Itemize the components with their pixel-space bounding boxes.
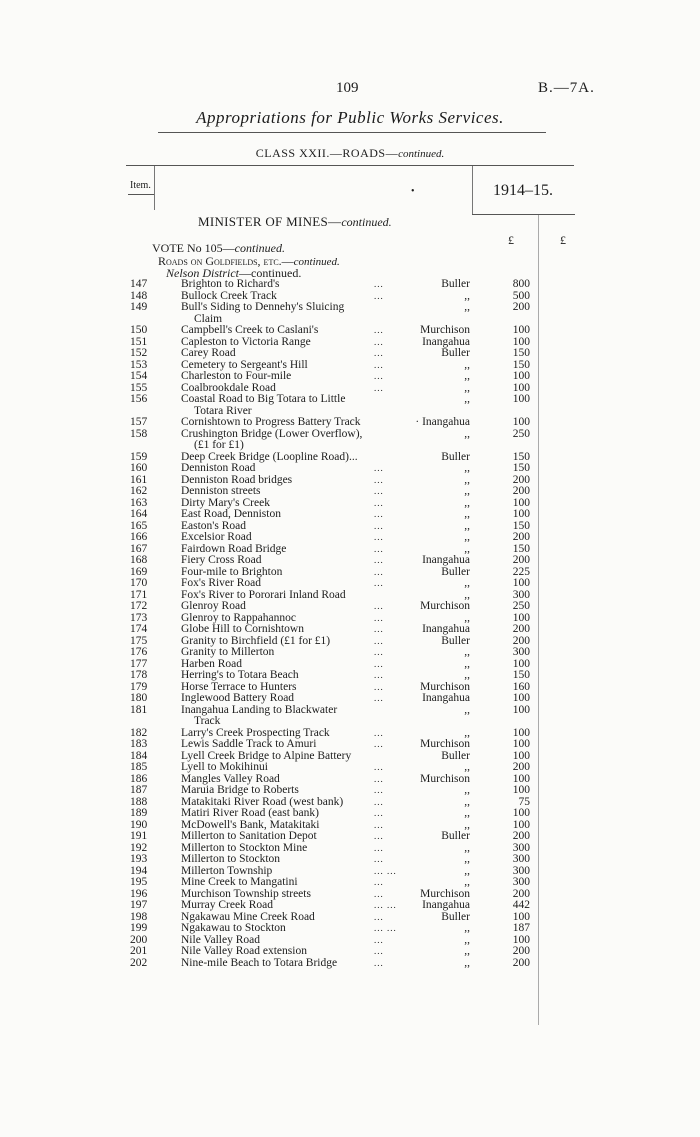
amount: 250	[512, 600, 530, 612]
road-name: Four-mile to Brighton	[181, 565, 283, 578]
road-name: Denniston Road bridges	[181, 473, 293, 486]
item-number: 194	[130, 864, 148, 877]
amount: 100	[512, 933, 530, 946]
amount: 200	[512, 887, 530, 900]
amount: 250	[512, 427, 530, 440]
amount: 200	[512, 634, 530, 647]
leader-dots: ...	[374, 382, 384, 393]
amount: 100	[512, 393, 530, 405]
district-name: ,,	[464, 784, 470, 796]
district-name: ,,	[464, 393, 470, 405]
item-number: 202	[130, 956, 148, 969]
amount: 442	[512, 899, 530, 911]
road-name: Horse Terrace to Hunters	[181, 680, 297, 693]
item-number: 172	[130, 600, 148, 612]
leader-dots: ...	[374, 693, 384, 703]
district-name: Inangahua	[422, 335, 470, 348]
amount: 100	[512, 577, 530, 589]
road-name: Dirty Mary's Creek	[181, 496, 270, 509]
item-number: 201	[130, 945, 148, 957]
district-name: ,,	[464, 761, 470, 773]
road-name-continuation: Claim	[194, 312, 223, 325]
road-name: Inglewood Battery Road	[181, 692, 295, 704]
road-name: Fairdown Road Bridge	[181, 542, 287, 555]
leader-dots: ...	[374, 566, 384, 577]
amount: 200	[512, 473, 530, 486]
road-name: Nine-mile Beach to Totara Bridge	[181, 956, 338, 969]
district-name: ,,	[464, 301, 470, 313]
item-number: 148	[130, 289, 148, 302]
leader-dots: ...	[374, 290, 384, 301]
amount: 75	[518, 795, 530, 808]
amount: 225	[512, 565, 530, 578]
district-name: ,,	[464, 542, 470, 555]
district-name: ,,	[464, 807, 470, 819]
road-name: Denniston Road	[181, 462, 256, 474]
road-name: McDowell's Bank, Matakitaki	[181, 818, 320, 831]
amount: 150	[512, 347, 530, 359]
district-name: ,,	[464, 508, 470, 520]
item-number: 178	[130, 669, 148, 681]
district-name: ,,	[464, 611, 470, 624]
district-name: ,,	[464, 945, 470, 957]
road-name: Granity to Millerton	[181, 646, 275, 658]
page-number: 109	[336, 80, 359, 96]
road-name: Murray Creek Road	[181, 899, 273, 911]
amount: 160	[512, 680, 530, 693]
item-number: 162	[130, 485, 148, 497]
amount: 150	[512, 542, 530, 555]
item-header-underline	[128, 194, 154, 195]
district-name: ,,	[464, 289, 470, 302]
road-name: Larry's Creek Prospecting Track	[181, 726, 330, 739]
item-number: 188	[130, 795, 148, 808]
item-number: 175	[130, 634, 148, 647]
district-name: ,,	[464, 577, 470, 589]
year-header-underline	[472, 214, 575, 215]
district-name: ,,	[464, 462, 470, 474]
district-name: ,,	[464, 795, 470, 808]
item-number: 171	[130, 588, 148, 601]
item-number: 193	[130, 853, 148, 865]
item-number: 197	[130, 899, 148, 911]
road-name: Inangahua Landing to Blackwater Track	[181, 705, 386, 728]
road-name: Nile Valley Road	[181, 933, 260, 946]
item-number: 187	[130, 784, 148, 796]
amount: 300	[512, 876, 530, 888]
item-number: 182	[130, 726, 148, 739]
road-name: Globe Hill to Cornishtown	[181, 623, 304, 635]
item-number: 152	[130, 347, 148, 359]
district-name: ,,	[464, 588, 470, 601]
district-name: ,,	[464, 876, 470, 888]
amount: 200	[512, 301, 530, 313]
amount: 150	[512, 358, 530, 371]
leader-dots: ...	[374, 808, 384, 818]
amount: 100	[512, 738, 530, 750]
leader-dots: ...	[374, 371, 384, 381]
leader-dots: ...	[374, 727, 384, 738]
leader-dots: ...	[374, 658, 384, 669]
district-name: ,,	[464, 381, 470, 394]
leader-dots: ... ...	[374, 865, 397, 876]
item-number: 166	[130, 531, 148, 543]
road-name: Capleston to Victoria Range	[181, 335, 311, 348]
leader-dots: ...	[374, 842, 384, 853]
leader-dots: ...	[374, 336, 384, 347]
amount: 300	[512, 588, 530, 601]
road-name: Nile Valley Road extension	[181, 945, 307, 957]
leader-dots: ...	[374, 819, 384, 830]
item-number: 200	[130, 933, 148, 946]
leader-dots: ...	[374, 532, 384, 542]
district-name: ,,	[464, 646, 470, 658]
item-number: 192	[130, 841, 148, 854]
pound-sign-1: £	[508, 233, 514, 247]
leader-dots: ...	[374, 647, 384, 657]
leader-dots: ...	[374, 520, 384, 531]
district-name: ,,	[464, 370, 470, 382]
road-name-continuation: (£1 for £1)	[194, 439, 244, 451]
amount: 100	[512, 508, 530, 520]
leader-dots: ...	[374, 497, 384, 508]
district-subheading: Nelson District—continued.	[166, 266, 302, 280]
amount: 100	[512, 692, 530, 704]
leader-dots: ...	[374, 762, 384, 772]
road-name: Fox's River Road	[181, 577, 262, 589]
leader-dots: ...	[374, 279, 384, 289]
road-name: Glenroy to Rappahannoc	[181, 611, 296, 624]
amount: 150	[512, 462, 530, 474]
district-name: Buller	[441, 910, 470, 923]
district-name: ,,	[464, 703, 470, 716]
district-name: Buller	[441, 830, 470, 842]
road-name: Coastal Road to Big Totara to Little Totara River	[181, 394, 386, 417]
item-number: 147	[130, 278, 148, 290]
amount: 100	[512, 703, 530, 716]
item-number: 180	[130, 692, 148, 704]
item-number: 163	[130, 496, 148, 509]
road-name: Herring's to Totara Beach	[181, 669, 299, 681]
page-title: Appropriations for Public Works Services.	[196, 108, 504, 127]
road-name: Mangles Valley Road	[181, 772, 280, 785]
district-name: Buller	[441, 347, 470, 359]
road-name-continuation: Track	[194, 715, 221, 727]
leader-dots: ...	[374, 509, 384, 519]
district-name: ,,	[464, 657, 470, 670]
amount: 200	[512, 830, 530, 842]
district-name: ,,	[464, 519, 470, 532]
item-number: 149	[130, 301, 148, 313]
district-name: Buller	[441, 634, 470, 647]
road-name: Harben Road	[181, 657, 242, 670]
road-name: Murchison Township streets	[181, 887, 311, 900]
amount: 100	[512, 784, 530, 796]
item-number: 190	[130, 818, 148, 831]
leader-dots: ...	[374, 635, 384, 646]
leader-dots: ... ...	[374, 900, 397, 910]
item-number: 169	[130, 565, 148, 578]
leader-dots: ...	[374, 877, 384, 887]
district-name: · Inangahua	[415, 416, 470, 428]
leader-dots: ...	[374, 773, 384, 784]
item-number: 154	[130, 370, 148, 382]
leader-dots: ...	[374, 739, 384, 749]
road-name: Millerton to Stockton	[181, 853, 281, 865]
pound-sign-2: £	[560, 233, 566, 247]
road-name: Ngakawau Mine Creek Road	[181, 910, 315, 923]
leader-dots: ...	[374, 578, 384, 588]
amount: 100	[512, 772, 530, 785]
district-name: Murchison	[420, 680, 470, 693]
item-number: 179	[130, 680, 148, 693]
district-name: ,,	[464, 473, 470, 486]
item-number: 150	[130, 324, 148, 336]
amount: 200	[512, 945, 530, 957]
leader-dots: ... ...	[374, 923, 397, 933]
item-number: 196	[130, 887, 148, 900]
item-number: 167	[130, 542, 148, 555]
road-name: Lewis Saddle Track to Amuri	[181, 738, 317, 750]
road-name: Carey Road	[181, 347, 236, 359]
road-name: Millerton to Sanitation Depot	[181, 830, 317, 842]
road-name: Maruia Bridge to Roberts	[181, 784, 299, 796]
district-name: ,,	[464, 864, 470, 877]
item-number: 177	[130, 657, 148, 670]
district-name: ,,	[464, 358, 470, 371]
district-name: ,,	[464, 485, 470, 497]
amount: 100	[512, 381, 530, 394]
leader-dots: ...	[374, 957, 384, 968]
item-number: 173	[130, 611, 148, 624]
leader-dots: ...	[374, 543, 384, 554]
item-number: 199	[130, 922, 148, 934]
amount: 150	[512, 450, 530, 463]
vote-heading: VOTE No 105—continued.	[152, 241, 285, 255]
district-name: Murchison	[420, 772, 470, 785]
item-number: 174	[130, 623, 148, 635]
item-number: 164	[130, 508, 148, 520]
district-name: ,,	[464, 531, 470, 543]
item-number: 184	[130, 749, 148, 762]
district-name: ,,	[464, 818, 470, 831]
district-name: ,,	[464, 841, 470, 854]
item-number: 176	[130, 646, 148, 658]
amount: 200	[512, 554, 530, 566]
amount: 187	[512, 922, 530, 934]
amount: 300	[512, 864, 530, 877]
item-number: 186	[130, 772, 148, 785]
amount: 800	[512, 278, 530, 290]
district-name: Inangahua	[422, 554, 470, 566]
amount: 300	[512, 841, 530, 854]
district-name: ,,	[464, 956, 470, 969]
header-bullet: •	[411, 186, 415, 197]
leader-dots: ...	[374, 463, 384, 473]
district-name: ,,	[464, 669, 470, 681]
item-number: 159	[130, 450, 148, 463]
item-number: 198	[130, 910, 148, 923]
amount: 100	[512, 726, 530, 739]
amount: 100	[512, 416, 530, 428]
item-number: 155	[130, 381, 148, 394]
road-name: Cornishtown to Progress Battery Track	[181, 416, 361, 428]
item-number: 157	[130, 416, 148, 428]
amount: 150	[512, 519, 530, 532]
year-column-header: 1914–15.	[493, 182, 553, 199]
item-column-header: Item.	[130, 180, 151, 191]
district-name: Murchison	[420, 600, 470, 612]
road-name: Millerton to Stockton Mine	[181, 841, 308, 854]
amount: 100	[512, 818, 530, 831]
district-name: ,,	[464, 933, 470, 946]
district-name: ,,	[464, 496, 470, 509]
district-name: Inangahua	[422, 899, 470, 911]
amount: 150	[512, 669, 530, 681]
road-name: Easton's Road	[181, 519, 246, 532]
district-name: Inangahua	[422, 692, 470, 704]
district-name: Murchison	[420, 738, 470, 750]
leader-dots: ...	[374, 474, 384, 485]
leader-dots: ...	[374, 325, 384, 335]
amount: 100	[512, 807, 530, 819]
item-number: 160	[130, 462, 148, 474]
road-name: Brighton to Richard's	[181, 278, 280, 290]
item-number: 168	[130, 554, 148, 566]
district-name: ,,	[464, 726, 470, 739]
road-name: Fiery Cross Road	[181, 554, 262, 566]
amount: 100	[512, 496, 530, 509]
road-name: Glenroy Road	[181, 600, 246, 612]
district-name: Murchison	[420, 887, 470, 900]
roads-subheading: Roads on Goldfields, etc.—continued.	[158, 254, 340, 268]
road-name: Mine Creek to Mangatini	[181, 876, 298, 888]
item-number: 195	[130, 876, 148, 888]
road-name: Bull's Siding to Dennehy's Sluicing Claim	[181, 302, 386, 325]
road-name: Matiri River Road (east bank)	[181, 807, 319, 819]
item-number: 189	[130, 807, 148, 819]
road-name: Ngakawau to Stockton	[181, 922, 286, 934]
district-name: ,,	[464, 853, 470, 865]
year-column-divider	[472, 166, 473, 214]
leader-dots: ...	[374, 785, 384, 795]
road-name: Coalbrookdale Road	[181, 381, 276, 394]
leader-dots: ...	[374, 681, 384, 692]
road-name: Deep Creek Bridge (Loopline Road)...	[181, 450, 358, 463]
amount: 100	[512, 910, 530, 923]
road-name: Granity to Birchfield (£1 for £1)	[181, 634, 331, 647]
road-name: Lyell to Mokihinui	[181, 761, 268, 773]
item-number: 151	[130, 335, 148, 348]
leader-dots: ...	[374, 854, 384, 864]
road-name: Cemetery to Sergeant's Hill	[181, 358, 308, 371]
item-number: 183	[130, 738, 148, 750]
document-reference: B.—7A.	[538, 80, 595, 96]
leader-dots: ...	[374, 831, 384, 841]
item-number: 153	[130, 358, 148, 371]
amount: 300	[512, 646, 530, 658]
amount: 100	[512, 324, 530, 336]
road-name: Charleston to Four-mile	[181, 370, 292, 382]
road-name: Crushington Bridge (Lower Overflow), (£1 for £1)	[181, 429, 386, 452]
district-name: Buller	[441, 450, 470, 463]
district-name: Murchison	[420, 324, 470, 336]
district-name: ,,	[464, 922, 470, 934]
item-number: 158	[130, 427, 148, 440]
road-name: Denniston streets	[181, 485, 261, 497]
road-name: Excelsior Road	[181, 531, 252, 543]
amount: 100	[512, 335, 530, 348]
leader-dots: ...	[374, 486, 384, 496]
leader-dots: ...	[374, 348, 384, 358]
leader-dots: ...	[374, 934, 384, 945]
leader-dots: ...	[374, 796, 384, 807]
district-name: Buller	[441, 565, 470, 578]
leader-dots: ...	[374, 946, 384, 956]
amount-column-divider	[538, 215, 539, 1025]
title-rule	[158, 132, 546, 133]
leader-dots: ...	[374, 888, 384, 899]
road-name-continuation: Totara River	[194, 404, 252, 417]
amount: 200	[512, 761, 530, 773]
amount: 300	[512, 853, 530, 865]
amount: 100	[512, 749, 530, 762]
item-number: 181	[130, 703, 148, 716]
item-column-divider	[154, 166, 155, 210]
class-heading: CLASS XXII.—ROADS—continued.	[255, 146, 445, 160]
amount: 500	[512, 289, 530, 302]
table-top-rule	[126, 165, 574, 166]
leader-dots: ...	[374, 359, 384, 370]
road-name: East Road, Denniston	[181, 508, 281, 520]
leader-dots: ...	[374, 911, 384, 922]
road-name: Matakitaki River Road (west bank)	[181, 795, 344, 808]
amount: 200	[512, 485, 530, 497]
leader-dots: ...	[374, 601, 384, 611]
road-name: Bullock Creek Track	[181, 289, 277, 302]
road-name: Lyell Creek Bridge to Alpine Battery	[181, 749, 352, 762]
district-name: Buller	[441, 749, 470, 762]
amount: 200	[512, 623, 530, 635]
leader-dots: ...	[374, 670, 384, 680]
leader-dots: ...	[374, 555, 384, 565]
leader-dots: ...	[374, 624, 384, 634]
road-name: Millerton Township	[181, 864, 273, 877]
amount: 200	[512, 531, 530, 543]
amount: 200	[512, 956, 530, 969]
item-number: 191	[130, 830, 148, 842]
district-name: Buller	[441, 278, 470, 290]
leader-dots: ...	[374, 612, 384, 623]
item-number: 185	[130, 761, 148, 773]
minister-heading: MINISTER OF MINES—continued.	[198, 214, 392, 229]
road-name: Fox's River to Pororari Inland Road	[181, 588, 346, 601]
item-number: 170	[130, 577, 148, 589]
road-name: Campbell's Creek to Caslani's	[181, 324, 319, 336]
district-name: Inangahua	[422, 623, 470, 635]
item-number: 161	[130, 473, 148, 486]
item-number: 156	[130, 393, 148, 405]
amount: 100	[512, 370, 530, 382]
district-name: ,,	[464, 427, 470, 440]
item-number: 165	[130, 519, 148, 532]
amount: 100	[512, 657, 530, 670]
amount: 100	[512, 611, 530, 624]
